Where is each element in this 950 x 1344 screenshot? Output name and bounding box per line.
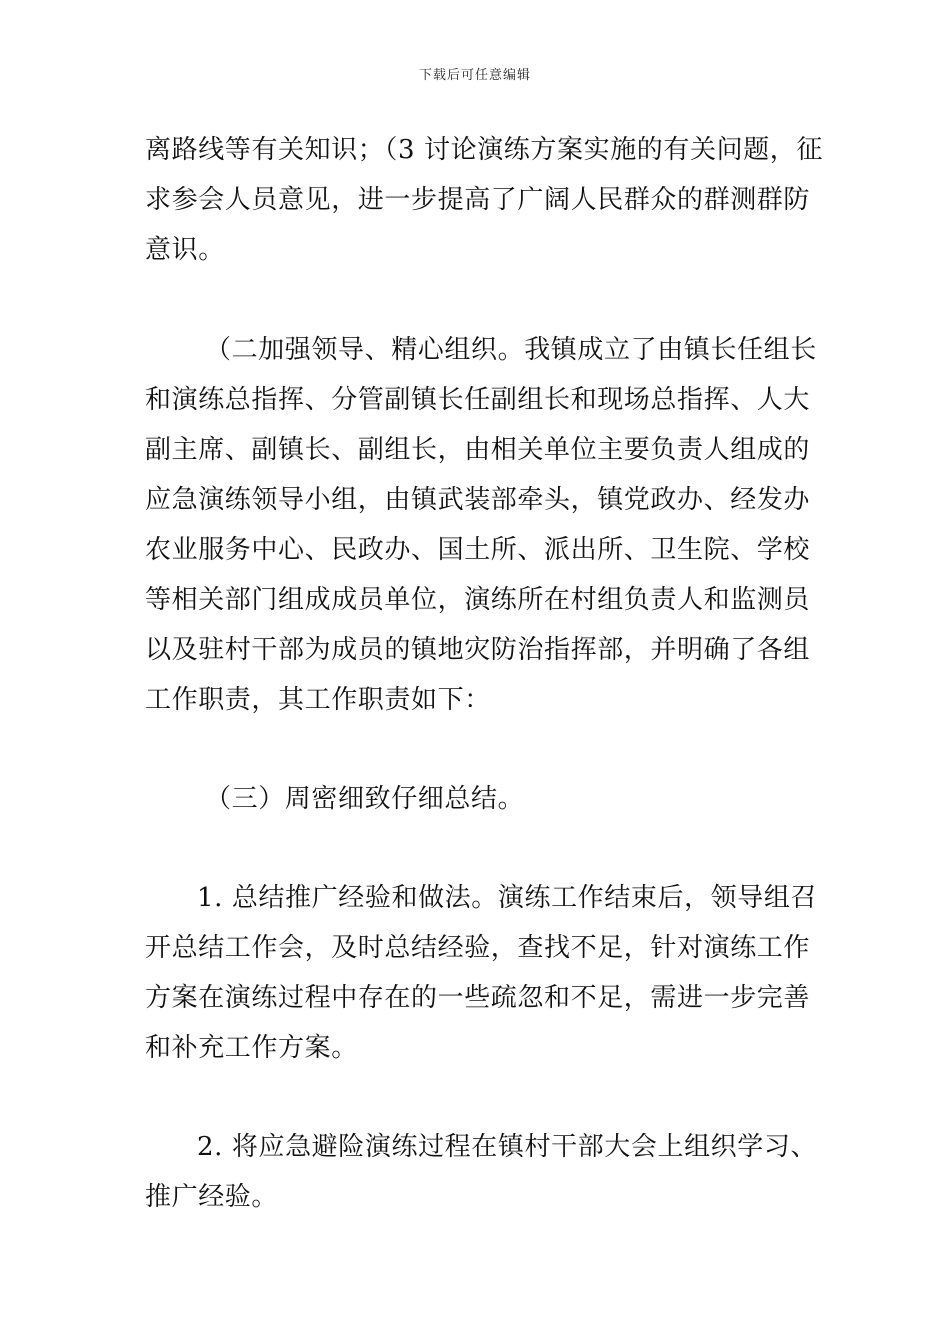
page-header: 下载后可任意编辑 xyxy=(418,68,531,83)
text-line: 1. 总结推广经验和做法。演练工作结束后，领导组召 xyxy=(197,883,818,913)
text-line: （二加强领导、精心组织。我镇成立了由镇长任组长 xyxy=(205,335,817,365)
text-line: 意识。 xyxy=(145,235,225,265)
text-line: 等相关部门组成成员单位，演练所在村组负责人和监测员 xyxy=(145,585,811,615)
text-line: 求参会人员意见，进一步提高了广阔人民群众的群测群防 xyxy=(145,185,811,215)
text-line: 2. 将应急避险演练过程在镇村干部大会上组织学习、 xyxy=(197,1132,818,1162)
text-line: 工作职责，其工作职责如下： xyxy=(145,685,491,715)
text-line: 农业服务中心、民政办、国土所、派出所、卫生院、学校 xyxy=(145,535,811,565)
text-line: 副主席、副镇长、副组长，由相关单位主要负责人组成的 xyxy=(145,435,811,465)
section-heading: （三）周密细致仔细总结。 xyxy=(205,784,525,814)
text-line: 开总结工作会，及时总结经验，查找不足，针对演练工作 xyxy=(145,933,811,963)
text-line: 以及驻村干部为成员的镇地灾防治指挥部，并明确了各组 xyxy=(145,635,811,665)
text-line: 和演练总指挥、分管副镇长任副组长和现场总指挥、人大 xyxy=(145,385,811,415)
text-line: 离路线等有关知识；（3 讨论演练方案实施的有关问题，征 xyxy=(145,135,824,165)
text-line: 和补充工作方案。 xyxy=(145,1033,358,1063)
text-line: 推广经验。 xyxy=(145,1182,279,1212)
text-line: 方案在演练过程中存在的一些疏忽和不足，需进一步完善 xyxy=(145,983,811,1013)
text-line: 应急演练领导小组，由镇武装部牵头，镇党政办、经发办 xyxy=(145,485,811,515)
